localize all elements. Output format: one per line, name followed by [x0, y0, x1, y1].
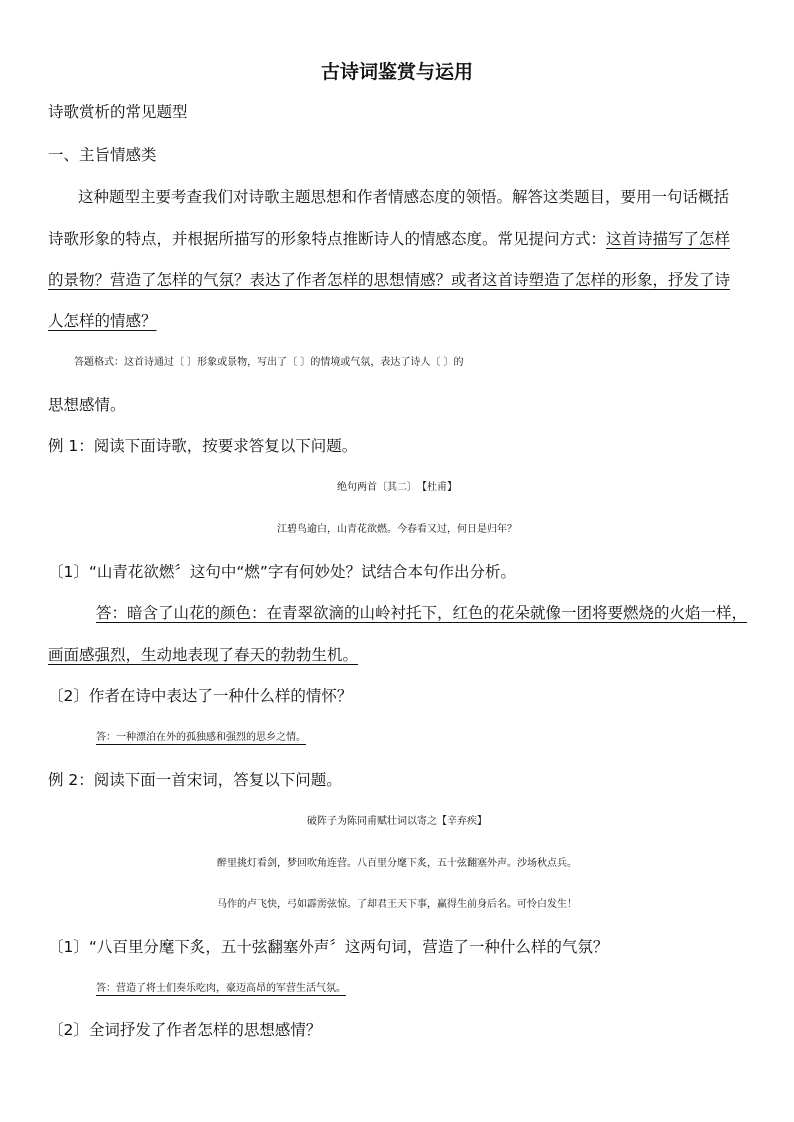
example-1-answer-1-text-2: 画面感强烈，生动地表现了春天的勃勃生机。	[48, 646, 359, 664]
example-1-poem-text: 江碧鸟逾白，山青花欲燃。今春看又过，何日是归年？	[277, 524, 517, 535]
example-1-poem-title: 绝句两首〔其二〕 【杜甫】	[337, 482, 457, 493]
section-heading: 诗歌赏析的常见题型	[48, 103, 188, 121]
example-1-answer-1-line-2	[48, 644, 748, 666]
example-2-poem-line-2: 马作的卢飞快，弓如霹雳弦惊。了却君王天下事，赢得生前身后名。可怜白发生！	[217, 899, 577, 910]
example-1-answer-2-text: 答：一种漂泊在外的孤独感和强烈的思乡之情。	[96, 732, 306, 743]
page-title: 古诗词鉴赏与运用	[320, 61, 473, 83]
intro-question-underlined-3: 人怎样的情感？	[48, 312, 157, 330]
intro-line-2	[48, 228, 748, 250]
answer-format-line-2: 思想感情。	[48, 396, 126, 414]
intro-question-underlined-2: 的景物？营造了怎样的气氛？表达了作者怎样的思想情感？或者这首诗塑造了怎样的形象，抒发了诗	[48, 271, 731, 289]
example-2-prompt: 例 2：阅读下面一首宋词，答复以下问题。	[48, 771, 342, 789]
intro-line-4	[48, 310, 748, 332]
example-2-answer-1	[96, 978, 794, 1000]
example-1-answer-1-text-1: 答：暗含了山花的颜色：在青翠欲滴的山岭衬托下，红色的花朵就像一团将要燃烧的火焰一样，	[96, 604, 748, 622]
intro-line-3	[48, 269, 748, 291]
example-2-question-2: 〔2〕全词抒发了作者怎样的思想感情？	[48, 1021, 322, 1039]
example-2-question-1: 〔1〕“八百里分麾下炙，五十弦翻塞外声〞这两句词，营造了一种什么样的气氛？	[48, 938, 609, 956]
example-2-poem-title: 破阵子为陈同甫赋壮词以寄之【辛弃疾】	[307, 816, 487, 827]
example-1-answer-2	[96, 727, 794, 749]
intro-question-underlined-1: 这首诗描写了怎样	[606, 230, 731, 248]
example-1-question-1: 〔1〕“山青花欲燃〞这句中“燃”字有何妙处？试结合本句作出分析。	[48, 563, 516, 581]
example-1-answer-1-line-1	[96, 602, 748, 624]
example-2-answer-1-text: 答：营造了将士们奏乐吃肉，豪迈高昂的军营生活气氛。	[96, 983, 346, 994]
example-1-question-2: 〔2〕作者在诗中表达了一种什么样的情怀？	[48, 687, 353, 705]
example-1-prompt: 例 1：阅读下面诗歌，按要求答复以下问题。	[48, 437, 358, 455]
answer-format-line-1: 答题格式：这首诗通过〔 〕形象或景物，写出了〔 〕的情境或气氛，表达了诗人〔 〕的	[74, 357, 464, 368]
intro-line-2-text: 诗歌形象的特点，并根据所描写的形象特点推断诗人的情感态度。常见提问方式：	[48, 230, 607, 248]
example-2-poem-line-1: 醉里挑灯看剑，梦回吹角连营。八百里分麾下炙，五十弦翻塞外声。沙场秋点兵。	[217, 858, 577, 869]
category-heading: 一、主旨情感类	[48, 146, 157, 164]
intro-line-1: 这种题型主要考查我们对诗歌主题思想和作者情感态度的领悟。解答这类题目，要用一句话概括	[78, 188, 730, 206]
